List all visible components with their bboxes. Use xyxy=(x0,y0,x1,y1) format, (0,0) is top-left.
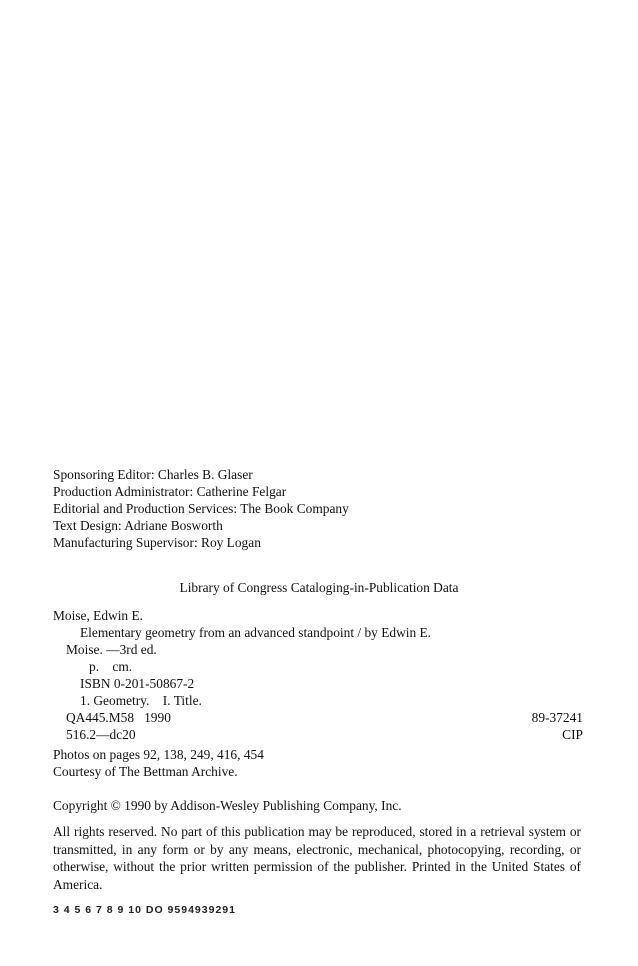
credit-sponsoring-editor: Sponsoring Editor: Charles B. Glaser xyxy=(53,467,253,482)
cip-heading: Library of Congress Cataloging-in-Publication Data xyxy=(179,580,459,595)
cip-dewey-row xyxy=(53,726,583,743)
credit-production-administrator: Production Administrator: Catherine Felgar xyxy=(53,484,287,499)
photo-pages: Photos on pages 92, 138, 249, 416, 454 xyxy=(53,747,264,762)
photo-credits xyxy=(53,746,593,780)
cip-subjects: 1. Geometry. I. Title. xyxy=(80,693,202,708)
cip-pages: p. cm. xyxy=(89,659,133,674)
cip-label: CIP xyxy=(562,727,583,742)
cip-lc-row xyxy=(53,709,583,726)
cip-lccn: 89-37241 xyxy=(531,710,583,725)
cip-title-line-2: Moise. —3rd ed. xyxy=(66,642,157,657)
credit-manufacturing-supervisor: Manufacturing Supervisor: Roy Logan xyxy=(53,535,261,550)
cip-dewey-number: 516.2—dc20 xyxy=(66,727,136,742)
credit-text-design: Text Design: Adriane Bosworth xyxy=(53,518,223,533)
cip-author: Moise, Edwin E. xyxy=(53,608,144,623)
credit-production-services: Editorial and Production Services: The Book Company xyxy=(53,501,349,516)
cip-title-line-1: Elementary geometry from an advanced standpoint / by Edwin E. xyxy=(80,625,432,640)
rights-statement: All rights reserved. No part of this publication may be reproduced, stored in a retrieval system or transmitted, in any form or by any means, electronic, mechanical, photocopying, recording, or otherwise, without the prior written permission of the publisher. Printed in the United States of America. xyxy=(53,824,581,892)
print-line: 3 4 5 6 7 8 9 10 DO 9594939291 xyxy=(53,904,236,916)
copyright-notice: Copyright © 1990 by Addison-Wesley Publishing Company, Inc. xyxy=(53,798,402,813)
cip-record xyxy=(53,607,583,743)
credits-list xyxy=(53,466,593,551)
cip-lc-call-number: QA445.M58 1990 xyxy=(66,710,171,725)
photo-courtesy: Courtesy of The Bettman Archive. xyxy=(53,764,238,779)
cip-isbn: ISBN 0-201-50867-2 xyxy=(80,676,195,691)
